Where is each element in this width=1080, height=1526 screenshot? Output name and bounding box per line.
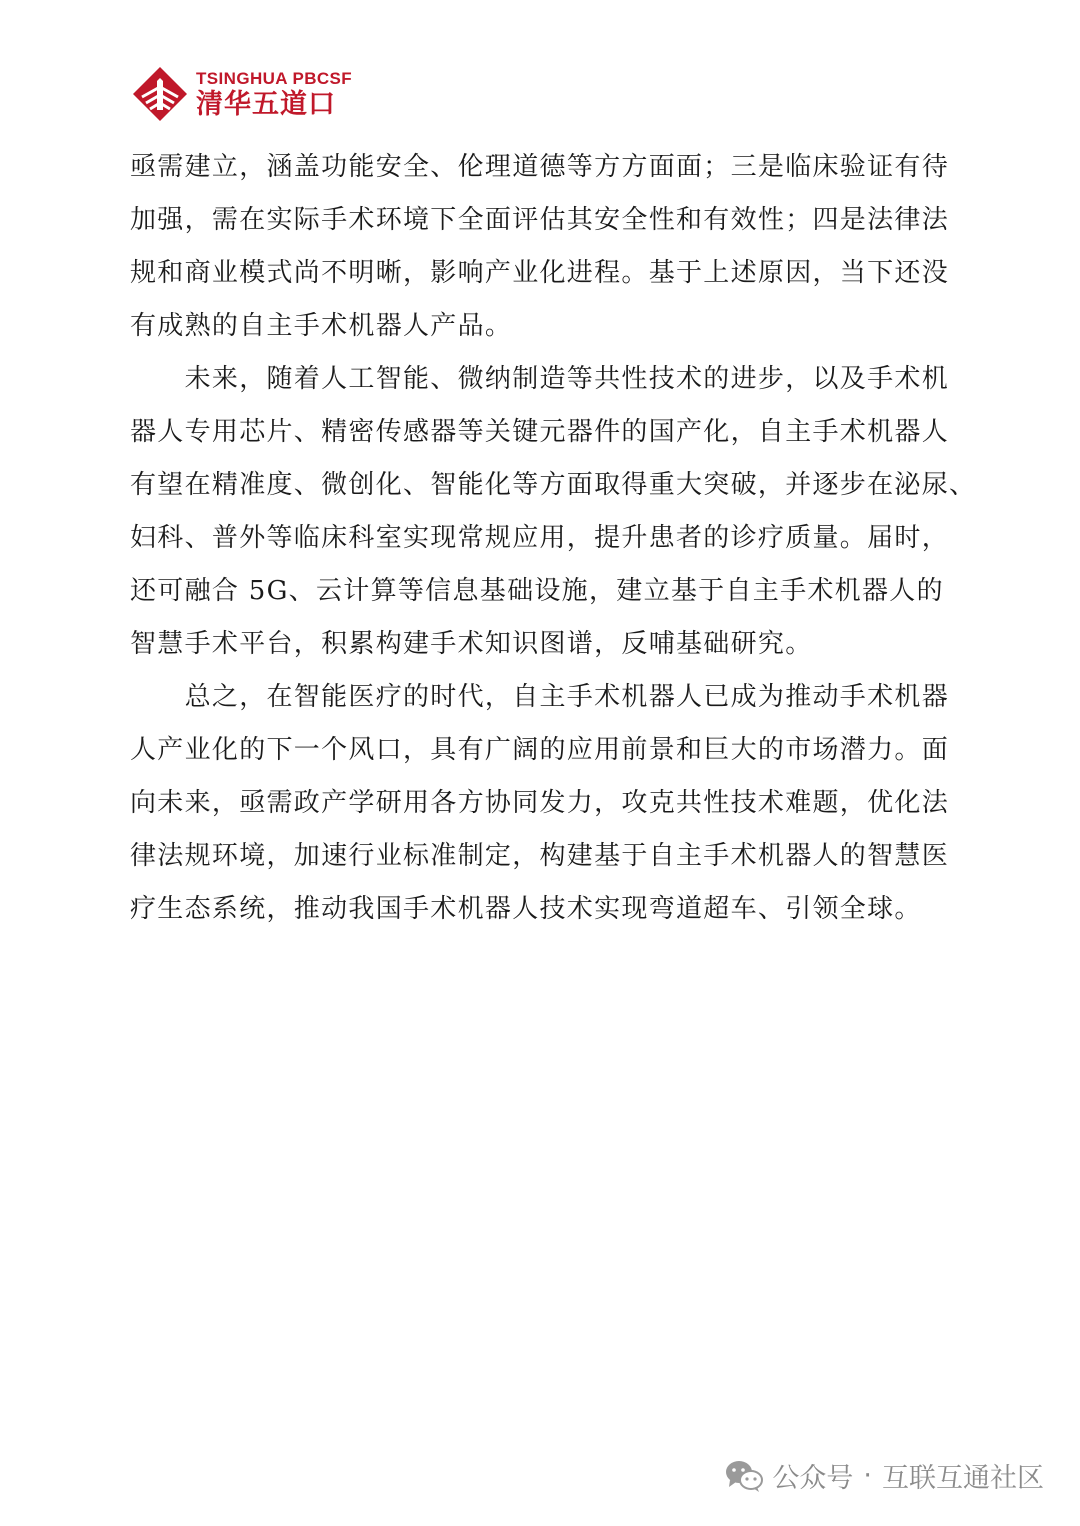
- wechat-icon: [724, 1459, 764, 1493]
- watermark-label: 公众号: [772, 1463, 854, 1494]
- text-line: 还可融合 5G、云计算等信息基础设施，建立基于自主手术机器人的: [130, 576, 944, 606]
- logo-english-text: TSINGHUA PBCSF: [196, 69, 353, 88]
- text-line: 有成熟的自主手术机器人产品。: [130, 311, 513, 341]
- text-line: 妇科、普外等临床科室实现常规应用，提升患者的诊疗质量。届时，: [130, 523, 950, 553]
- text-line: 向未来，亟需政产学研用各方协同发力，攻克共性技术难题，优化法: [130, 788, 950, 818]
- document-body: [130, 141, 977, 936]
- text-line: 器人专用芯片、精密传感器等关键元器件的国产化，自主手术机器人: [130, 417, 950, 447]
- text-line: 加强，需在实际手术环境下全面评估其安全性和有效性；四是法律法: [130, 205, 950, 235]
- text-line: 有望在精准度、微创化、智能化等方面取得重大突破，并逐步在泌尿、: [130, 470, 977, 500]
- logo-chinese-text: 清华五道口: [196, 89, 336, 120]
- watermark-separator: ·: [863, 1460, 872, 1491]
- watermark-account: 互联互通社区: [882, 1463, 1044, 1494]
- text-line: 疗生态系统，推动我国手术机器人技术实现弯道超车、引领全球。: [130, 894, 922, 924]
- text-line: 律法规环境，加速行业标准制定，构建基于自主手术机器人的智慧医: [130, 841, 950, 871]
- text-line: 智慧手术平台，积累构建手术知识图谱，反哺基础研究。: [130, 629, 813, 659]
- text-line: 总之，在智能医疗的时代，自主手术机器人已成为推动手术机器: [130, 682, 950, 712]
- text-line: 人产业化的下一个风口，具有广阔的应用前景和巨大的市场潜力。面: [130, 735, 950, 765]
- wechat-watermark: [724, 1456, 1044, 1495]
- text-line: 亟需建立，涵盖功能安全、伦理道德等方方面面；三是临床验证有待: [130, 152, 950, 182]
- tsinghua-pbcsf-logo-icon: [132, 66, 188, 122]
- logo: [132, 66, 352, 122]
- text-line: 未来，随着人工智能、微纳制造等共性技术的进步，以及手术机: [130, 364, 950, 394]
- text-line: 规和商业模式尚不明晰，影响产业化进程。基于上述原因，当下还没: [130, 258, 950, 288]
